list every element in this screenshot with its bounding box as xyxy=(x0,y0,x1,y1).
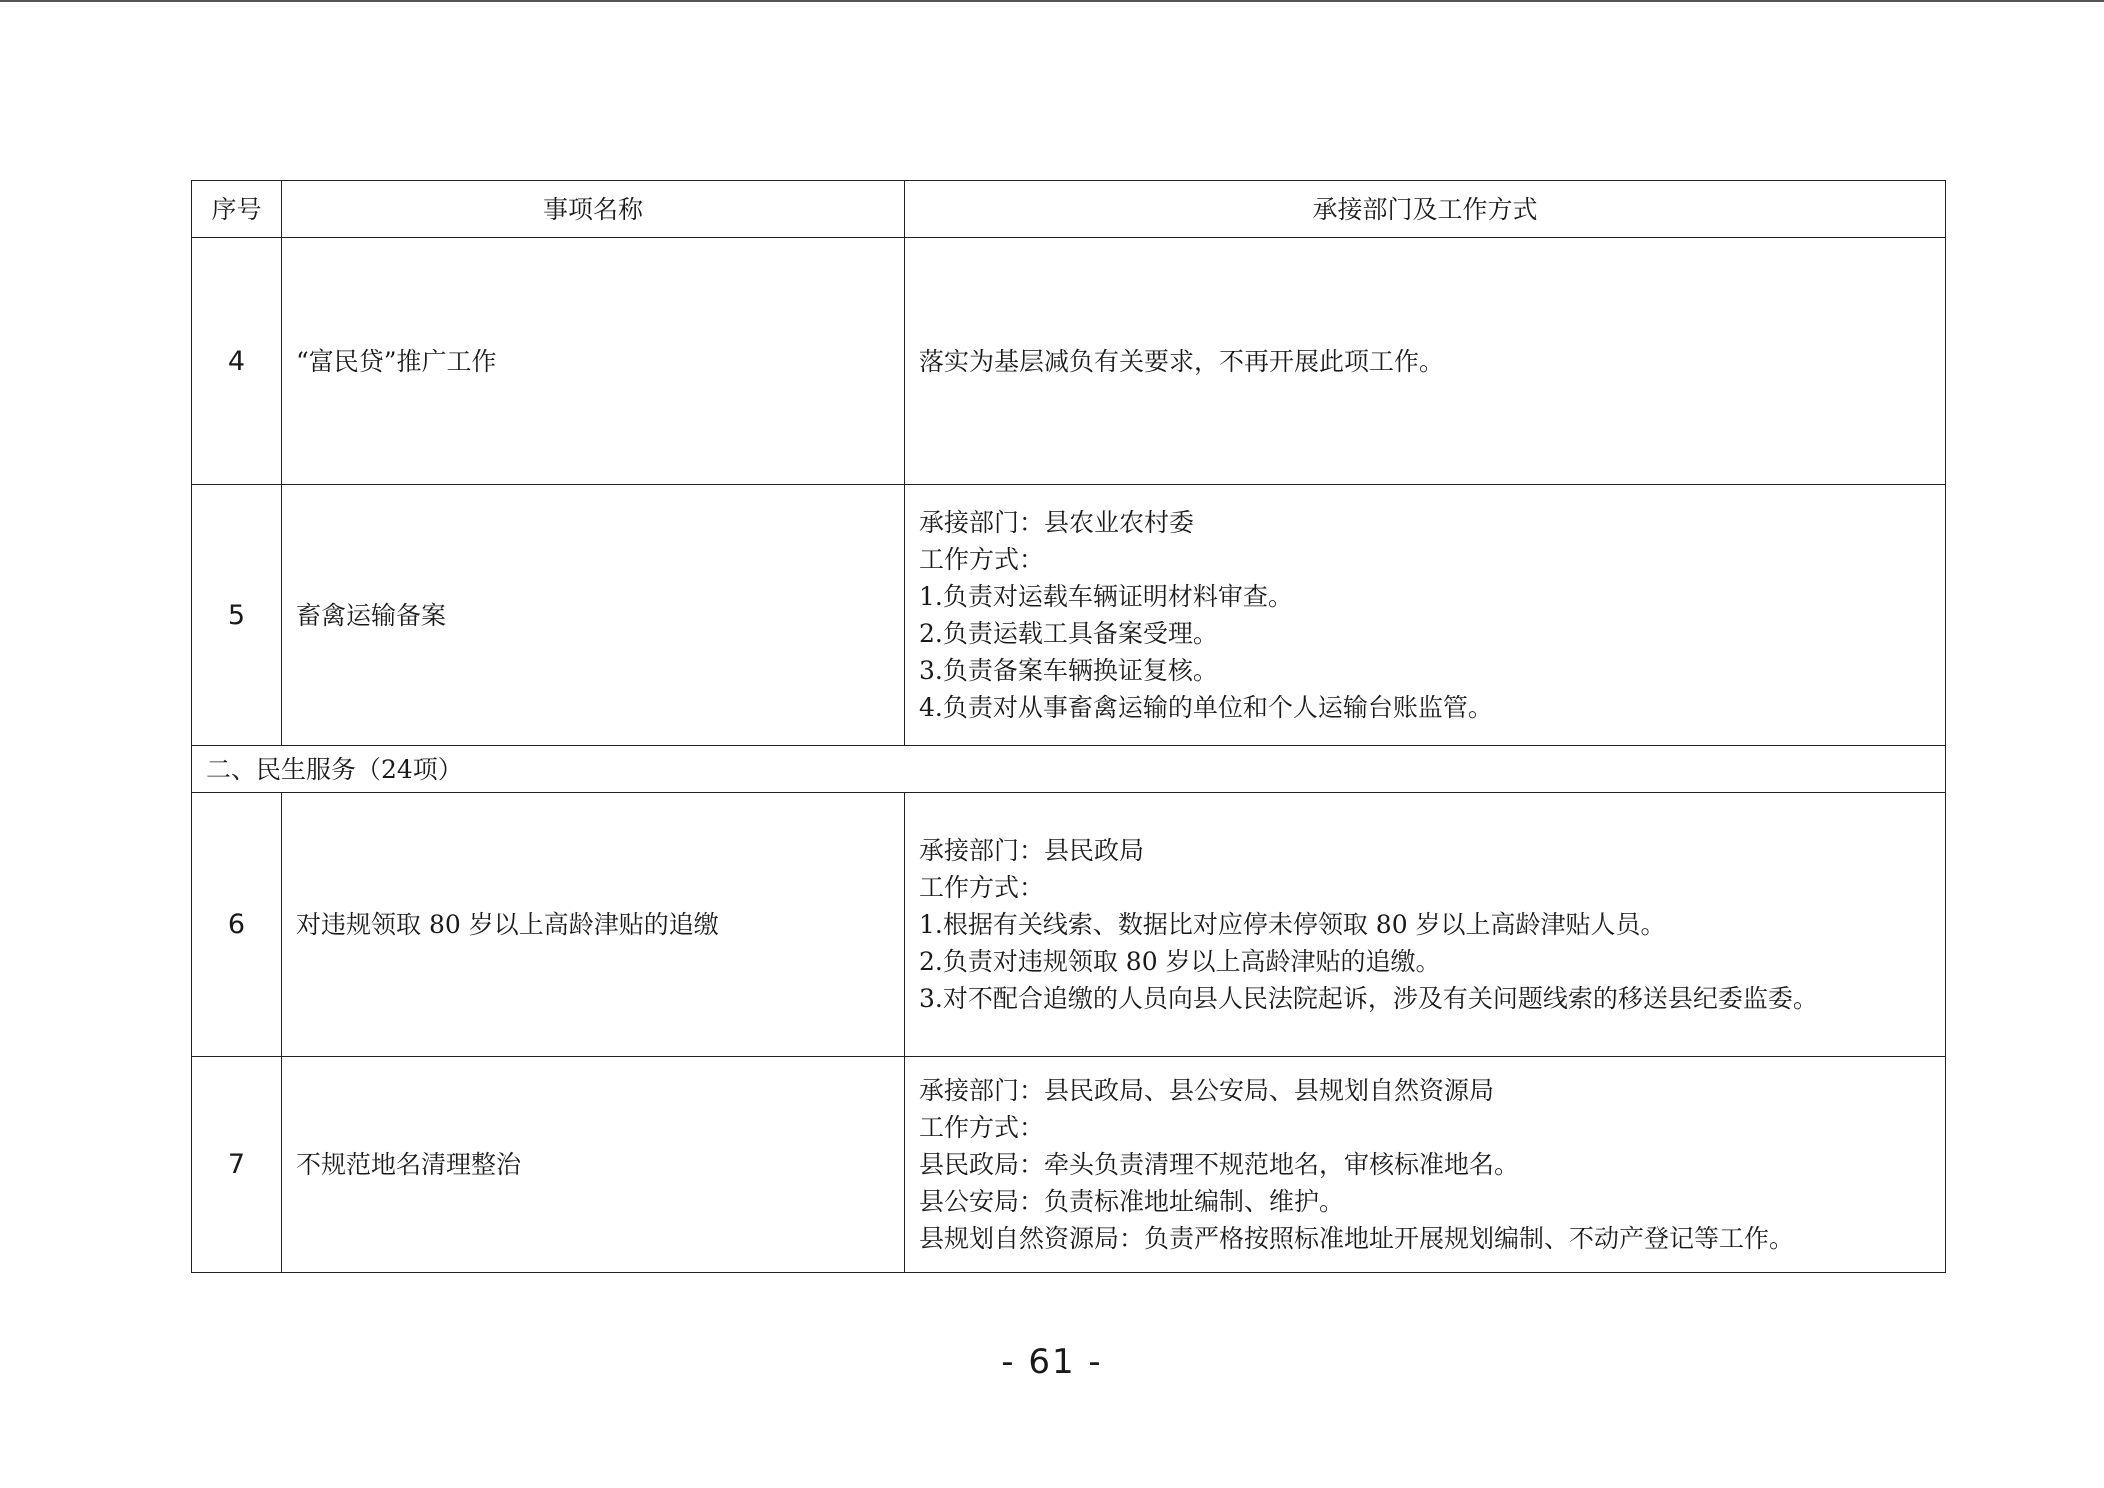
method-line: 3.负责备案车辆换证复核。 xyxy=(919,656,1218,685)
header-item-name: 事项名称 xyxy=(282,181,905,238)
table-row xyxy=(192,793,1946,1057)
header-serial: 序号 xyxy=(192,181,282,238)
table-row xyxy=(192,238,1946,485)
row-serial: 5 xyxy=(192,485,282,746)
header-department-method: 承接部门及工作方式 xyxy=(905,181,1946,238)
method-line: 4.负责对从事畜禽运输的单位和个人运输台账监管。 xyxy=(919,693,1493,722)
row-serial: 4 xyxy=(192,238,282,485)
row-serial: 7 xyxy=(192,1057,282,1273)
page-number: - 61 - xyxy=(1001,1342,1103,1382)
method-line: 1.负责对运载车辆证明材料审查。 xyxy=(919,582,1293,611)
method-line: 承接部门：县农业农村委 xyxy=(919,508,1195,537)
row-item-name: 不规范地名清理整治 xyxy=(282,1057,905,1273)
method-line: 工作方式： xyxy=(919,545,1045,574)
method-line: 2.负责对违规领取 80 岁以上高龄津贴的追缴。 xyxy=(919,947,1441,976)
section-heading: 二、民生服务（24项） xyxy=(192,746,1946,793)
matters-table xyxy=(191,180,1946,1273)
method-line: 承接部门：县民政局 xyxy=(919,836,1145,865)
row-method xyxy=(905,238,1946,485)
method-line: 承接部门：县民政局、县公安局、县规划自然资源局 xyxy=(919,1076,1495,1105)
row-item-name: 对违规领取 80 岁以上高龄津贴的追缴 xyxy=(282,793,905,1057)
method-line: 县公安局：负责标准地址编制、维护。 xyxy=(919,1187,1345,1216)
row-item-name: 畜禽运输备案 xyxy=(282,485,905,746)
table-row xyxy=(192,1057,1946,1273)
method-line: 落实为基层减负有关要求，不再开展此项工作。 xyxy=(919,346,1445,376)
row-method xyxy=(905,485,1946,746)
table-header-row xyxy=(192,181,1946,238)
section-heading-row xyxy=(192,746,1946,793)
row-serial: 6 xyxy=(192,793,282,1057)
table-row xyxy=(192,485,1946,746)
method-line: 工作方式： xyxy=(919,1113,1045,1142)
method-line: 县民政局：牵头负责清理不规范地名，审核标准地名。 xyxy=(919,1150,1520,1179)
row-method xyxy=(905,793,1946,1057)
method-line: 1.根据有关线索、数据比对应停未停领取 80 岁以上高龄津贴人员。 xyxy=(919,910,1666,939)
row-method xyxy=(905,1057,1946,1273)
method-line: 2.负责运载工具备案受理。 xyxy=(919,619,1218,648)
top-border-line xyxy=(0,0,2104,2)
method-line: 3.对不配合追缴的人员向县人民法院起诉，涉及有关问题线索的移送县纪委监委。 xyxy=(919,984,1818,1013)
method-line: 工作方式： xyxy=(919,873,1045,902)
method-line: 县规划自然资源局：负责严格按照标准地址开展规划编制、不动产登记等工作。 xyxy=(919,1224,1795,1253)
row-item-name: “富民贷”推广工作 xyxy=(282,238,905,485)
